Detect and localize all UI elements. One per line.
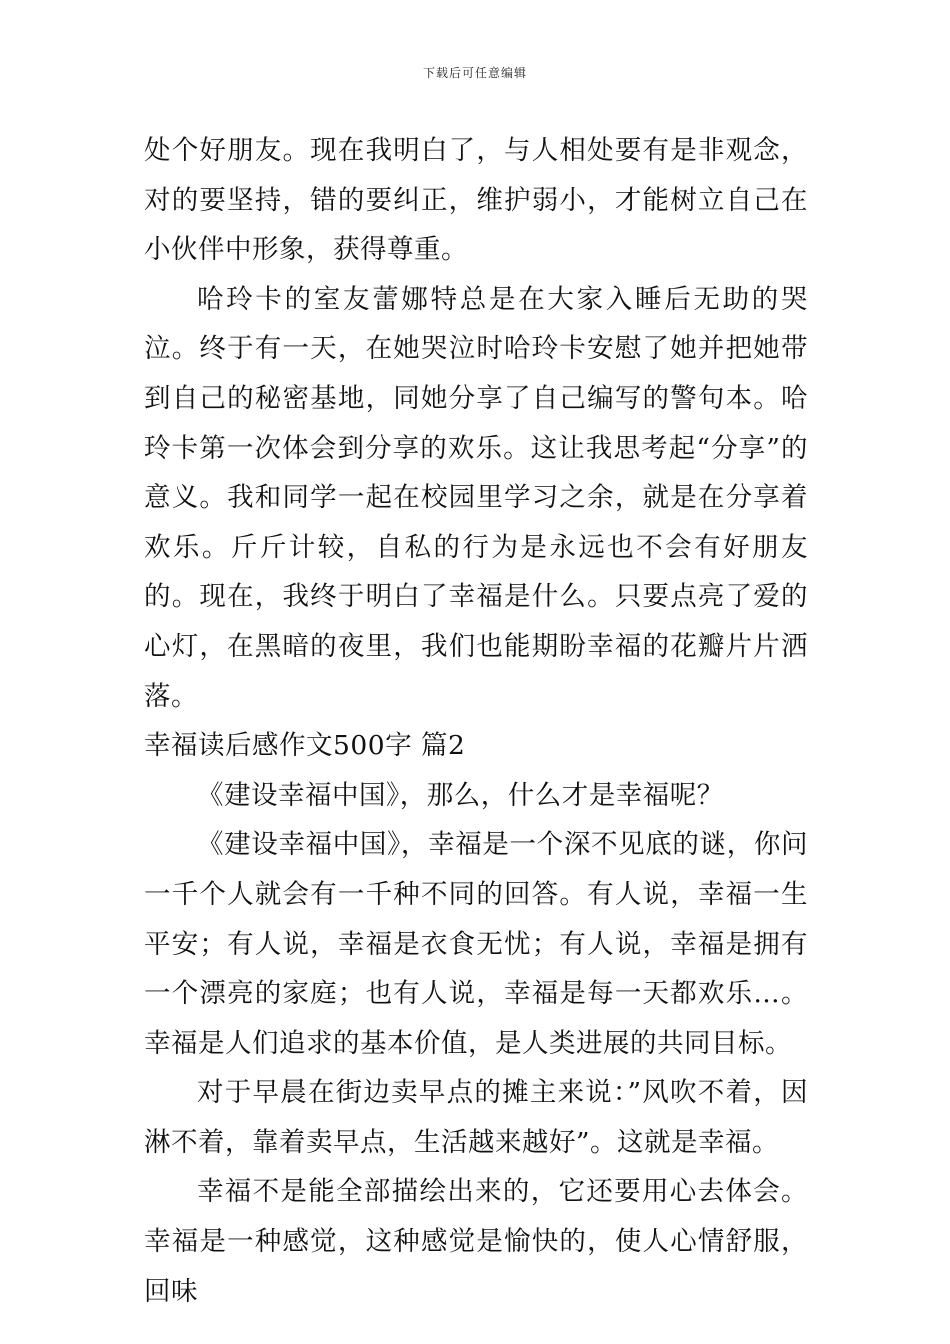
- paragraph-5: 对于早晨在街边卖早点的摊主来说：”风吹不着，因淋不着，靠着卖早点，生活越来越好”。这就是幸福。: [144, 1077, 808, 1158]
- paragraph-2: 哈玲卡的室友蕾娜特总是在大家入睡后无助的哭泣。终于有一天，在她哭泣时哈玲卡安慰了她并把她带到自己的秘密基地，同她分享了自己编写的警句本。哈玲卡第一次体会到分享的欢乐。这让我思考起“分享”的意义。我和同学一起在校园里学习之余，就是在分享着欢乐。斤斤计较，自私的行为是永远也不会有好朋友的。现在，我终于明白了幸福是什么。只要点亮了爱的心灯，在黑暗的夜里，我们也能期盼幸福的花瓣片片洒落。: [144, 283, 808, 712]
- header-note: 下载后可任意编辑: [422, 66, 527, 80]
- paragraph-1: 处个好朋友。现在我明白了，与人相处要有是非观念，对的要坚持，错的要纠正，维护弱小，才能树立自己在小伙伴中形象，获得尊重。: [144, 135, 808, 266]
- document-body: [144, 126, 808, 1316]
- paragraph-6: 幸福不是能全部描绘出来的，它还要用心去体会。幸福是一种感觉，这种感觉是愉快的，使人心情舒服，回味: [144, 1176, 808, 1307]
- paragraph-4: 《建设幸福中国》，幸福是一个深不见底的谜，你问一千个人就会有一千种不同的回答。有人说，幸福一生平安；有人说，幸福是衣食无忧；有人说，幸福是拥有一个漂亮的家庭；也有人说，幸福是每一天都欢乐…。幸福是人们追求的基本价值，是人类进展的共同目标。: [144, 829, 808, 1059]
- section-heading: 幸福读后感作文500字 篇2: [144, 730, 466, 762]
- paragraph-3: 《建设幸福中国》，那么，什么才是幸福呢？: [197, 779, 724, 811]
